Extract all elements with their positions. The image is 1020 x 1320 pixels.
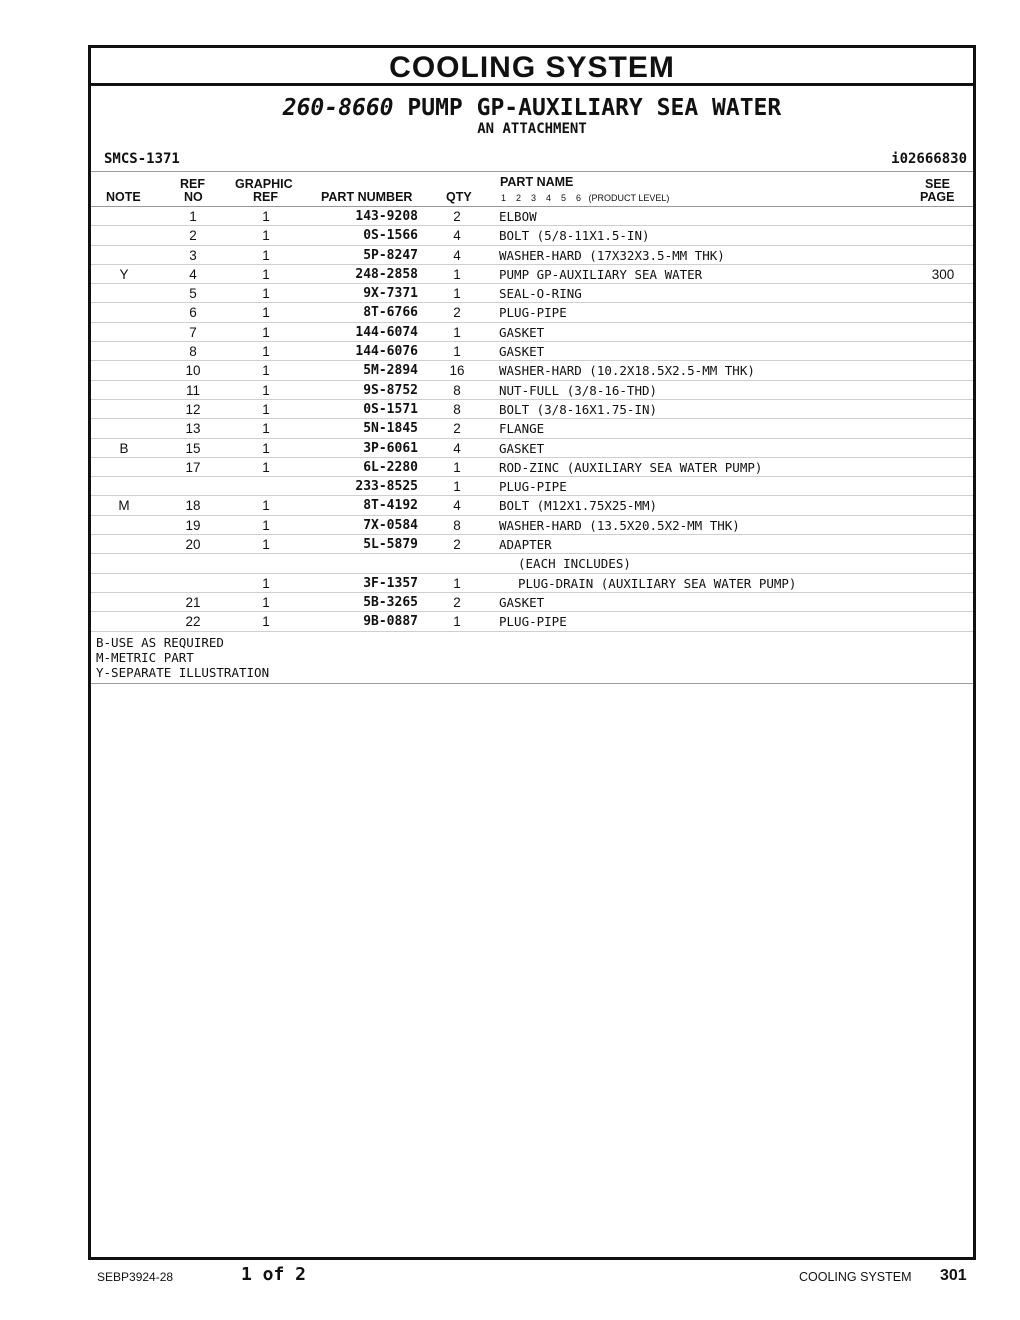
table-row [91, 516, 973, 535]
quantity-cell: 2 [453, 594, 461, 610]
table-row [91, 419, 973, 438]
graphic-ref-cell: 1 [262, 575, 270, 591]
header-product-levels: 1 2 3 4 5 6 (PRODUCT LEVEL) [501, 193, 670, 203]
part-name-cell: PLUG-PIPE [499, 479, 567, 495]
graphic-ref-cell: 1 [262, 324, 270, 340]
graphic-ref-cell: 1 [262, 228, 270, 244]
table-row [91, 458, 973, 477]
header-see-top: SEE [925, 177, 951, 191]
part-number-cell: 7X-0584 [363, 517, 418, 533]
header-see-bottom: PAGE [920, 190, 955, 204]
table-row [91, 284, 973, 303]
graphic-ref-cell: 1 [262, 266, 270, 282]
ref-number-cell: 6 [189, 305, 197, 321]
header-graphic-top: GRAPHIC [235, 177, 293, 191]
graphic-ref-cell: 1 [262, 363, 270, 379]
part-number-cell: 6L-2280 [363, 459, 418, 475]
table-row [91, 207, 973, 226]
part-number-cell: 143-9208 [355, 209, 418, 224]
table-row [91, 400, 973, 419]
parts-list [91, 207, 973, 632]
quantity-cell: 8 [453, 382, 461, 398]
graphic-ref-cell: 1 [262, 440, 270, 456]
quantity-cell: 2 [453, 209, 461, 224]
ref-number-cell: 20 [185, 537, 201, 553]
part-name-cell: GASKET [499, 440, 545, 456]
part-name-cell: BOLT (3/8-16X1.75-IN) [499, 401, 658, 417]
part-name-cell: FLANGE [499, 421, 545, 437]
quantity-cell: 1 [453, 344, 461, 360]
graphic-ref-cell: 1 [262, 382, 270, 398]
table-row [91, 226, 973, 245]
table-row [91, 265, 973, 284]
quantity-cell: 2 [453, 421, 461, 437]
part-name-cell: GASKET [499, 324, 545, 340]
header-part-number: PART NUMBER [321, 190, 413, 204]
graphic-ref-cell: 1 [262, 305, 270, 321]
ref-number-cell: 1 [189, 209, 197, 224]
graphic-ref-cell: 1 [262, 286, 270, 302]
note-cell: M [118, 498, 130, 514]
part-name-cell: PLUG-PIPE [499, 614, 567, 630]
group-name: PUMP GP-AUXILIARY SEA WATER [407, 95, 782, 121]
header-note: NOTE [106, 190, 141, 204]
ref-number-cell: 18 [185, 498, 201, 514]
graphic-ref-cell: 1 [262, 614, 270, 630]
ref-number-cell: 8 [189, 344, 197, 360]
part-number-cell: 0S-1566 [363, 228, 418, 244]
table-row [91, 612, 973, 631]
part-name-cell: GASKET [499, 594, 545, 610]
part-number-cell: 5M-2894 [363, 363, 418, 379]
ref-number-cell: 13 [185, 421, 201, 437]
illustration-id: i02666830 [891, 151, 967, 167]
note-line: B-USE AS REQUIRED [96, 634, 224, 650]
part-name-cell: PLUG-PIPE [499, 305, 567, 321]
quantity-cell: 1 [453, 575, 461, 591]
part-name-cell: ELBOW [499, 209, 537, 224]
page-footer [0, 1262, 1020, 1292]
part-number-cell: 9X-7371 [363, 286, 418, 302]
part-name-cell: WASHER-HARD (13.5X20.5X2-MM THK) [499, 517, 740, 533]
table-row [91, 303, 973, 322]
part-number-cell: 5B-3265 [363, 594, 418, 610]
quantity-cell: 4 [453, 498, 461, 514]
quantity-cell: 8 [453, 401, 461, 417]
graphic-ref-cell: 1 [262, 401, 270, 417]
page-number: 301 [940, 1267, 967, 1284]
graphic-ref-cell: 1 [262, 537, 270, 553]
part-name-cell: SEAL-O-RING [499, 286, 582, 302]
ref-number-cell: 7 [189, 324, 197, 340]
group-title [91, 95, 973, 121]
part-number-cell: 233-8525 [355, 479, 418, 495]
ref-number-cell: 10 [185, 363, 201, 379]
note-line: M-METRIC PART [96, 649, 194, 665]
smcs-code: SMCS-1371 [104, 151, 180, 167]
part-number-cell: 144-6074 [355, 324, 418, 340]
graphic-ref-cell: 1 [262, 517, 270, 533]
identifier-row [91, 149, 973, 172]
part-number-cell: 5P-8247 [363, 247, 418, 263]
quantity-cell: 1 [453, 479, 461, 495]
quantity-cell: 1 [453, 286, 461, 302]
table-row [91, 477, 973, 496]
part-name-cell: (EACH INCLUDES) [518, 556, 631, 572]
quantity-cell: 1 [453, 459, 461, 475]
notes-legend [91, 632, 973, 684]
ref-number-cell: 2 [189, 228, 197, 244]
section-title: COOLING SYSTEM [91, 48, 973, 86]
note-cell: Y [119, 266, 129, 282]
group-number: 260-8660 [282, 95, 394, 121]
table-row [91, 593, 973, 612]
note-cell: B [119, 440, 129, 456]
quantity-cell: 1 [453, 614, 461, 630]
table-row [91, 323, 973, 342]
part-number-cell: 3F-1357 [363, 575, 418, 591]
part-number-cell: 5L-5879 [363, 537, 418, 553]
part-number-cell: 9B-0887 [363, 614, 418, 630]
part-number-cell: 248-2858 [355, 266, 418, 282]
part-number-cell: 8T-6766 [363, 305, 418, 321]
table-row [91, 246, 973, 265]
part-name-cell: PLUG-DRAIN (AUXILIARY SEA WATER PUMP) [518, 575, 797, 591]
quantity-cell: 4 [453, 440, 461, 456]
part-name-cell: ADAPTER [499, 537, 552, 553]
quantity-cell: 8 [453, 517, 461, 533]
graphic-ref-cell: 1 [262, 209, 270, 224]
quantity-cell: 4 [453, 247, 461, 263]
part-name-cell: GASKET [499, 344, 545, 360]
table-row [91, 342, 973, 361]
see-page-cell: 300 [931, 266, 955, 282]
header-qty: QTY [446, 190, 472, 204]
column-headers [91, 172, 973, 207]
part-number-cell: 8T-4192 [363, 498, 418, 514]
footer-section: COOLING SYSTEM [799, 1270, 912, 1284]
header-ref-bottom: NO [184, 190, 203, 204]
quantity-cell: 16 [449, 363, 465, 379]
part-name-cell: PUMP GP-AUXILIARY SEA WATER [499, 266, 703, 282]
ref-number-cell: 5 [189, 286, 197, 302]
table-row [91, 554, 973, 573]
graphic-ref-cell: 1 [262, 247, 270, 263]
part-name-cell: NUT-FULL (3/8-16-THD) [499, 382, 658, 398]
part-number-cell: 9S-8752 [363, 382, 418, 398]
ref-number-cell: 22 [185, 614, 201, 630]
quantity-cell: 2 [453, 537, 461, 553]
part-name-cell: WASHER-HARD (17X32X3.5-MM THK) [499, 247, 725, 263]
table-row [91, 535, 973, 554]
table-row [91, 574, 973, 593]
quantity-cell: 1 [453, 266, 461, 282]
header-graphic-bottom: REF [253, 190, 278, 204]
quantity-cell: 4 [453, 228, 461, 244]
group-subtitle: AN ATTACHMENT [477, 121, 587, 137]
header-ref-top: REF [180, 177, 205, 191]
page-of-count: 1 of 2 [241, 1264, 307, 1285]
graphic-ref-cell: 1 [262, 344, 270, 360]
ref-number-cell: 11 [185, 382, 200, 398]
parts-page-frame [88, 45, 976, 1260]
part-number-cell: 3P-6061 [363, 440, 418, 456]
ref-number-cell: 19 [185, 517, 201, 533]
ref-number-cell: 4 [189, 266, 197, 282]
graphic-ref-cell: 1 [262, 594, 270, 610]
table-row [91, 496, 973, 515]
table-row [91, 381, 973, 400]
table-row [91, 439, 973, 458]
quantity-cell: 1 [453, 324, 461, 340]
part-number-cell: 5N-1845 [363, 421, 418, 437]
ref-number-cell: 17 [185, 459, 201, 475]
part-number-cell: 144-6076 [355, 344, 418, 360]
note-line: Y-SEPARATE ILLUSTRATION [96, 664, 270, 680]
table-row [91, 361, 973, 380]
part-name-cell: ROD-ZINC (AUXILIARY SEA WATER PUMP) [499, 459, 763, 475]
quantity-cell: 2 [453, 305, 461, 321]
ref-number-cell: 21 [185, 594, 201, 610]
document-number: SEBP3924-28 [97, 1270, 174, 1284]
ref-number-cell: 3 [189, 247, 197, 263]
ref-number-cell: 12 [185, 401, 201, 417]
part-name-cell: WASHER-HARD (10.2X18.5X2.5-MM THK) [499, 363, 755, 379]
ref-number-cell: 15 [185, 440, 201, 456]
part-number-cell: 0S-1571 [363, 401, 418, 417]
graphic-ref-cell: 1 [262, 421, 270, 437]
part-name-cell: BOLT (M12X1.75X25-MM) [499, 498, 658, 514]
header-part-name: PART NAME [500, 175, 574, 189]
part-name-cell: BOLT (5/8-11X1.5-IN) [499, 228, 650, 244]
graphic-ref-cell: 1 [262, 459, 270, 475]
graphic-ref-cell: 1 [262, 498, 270, 514]
